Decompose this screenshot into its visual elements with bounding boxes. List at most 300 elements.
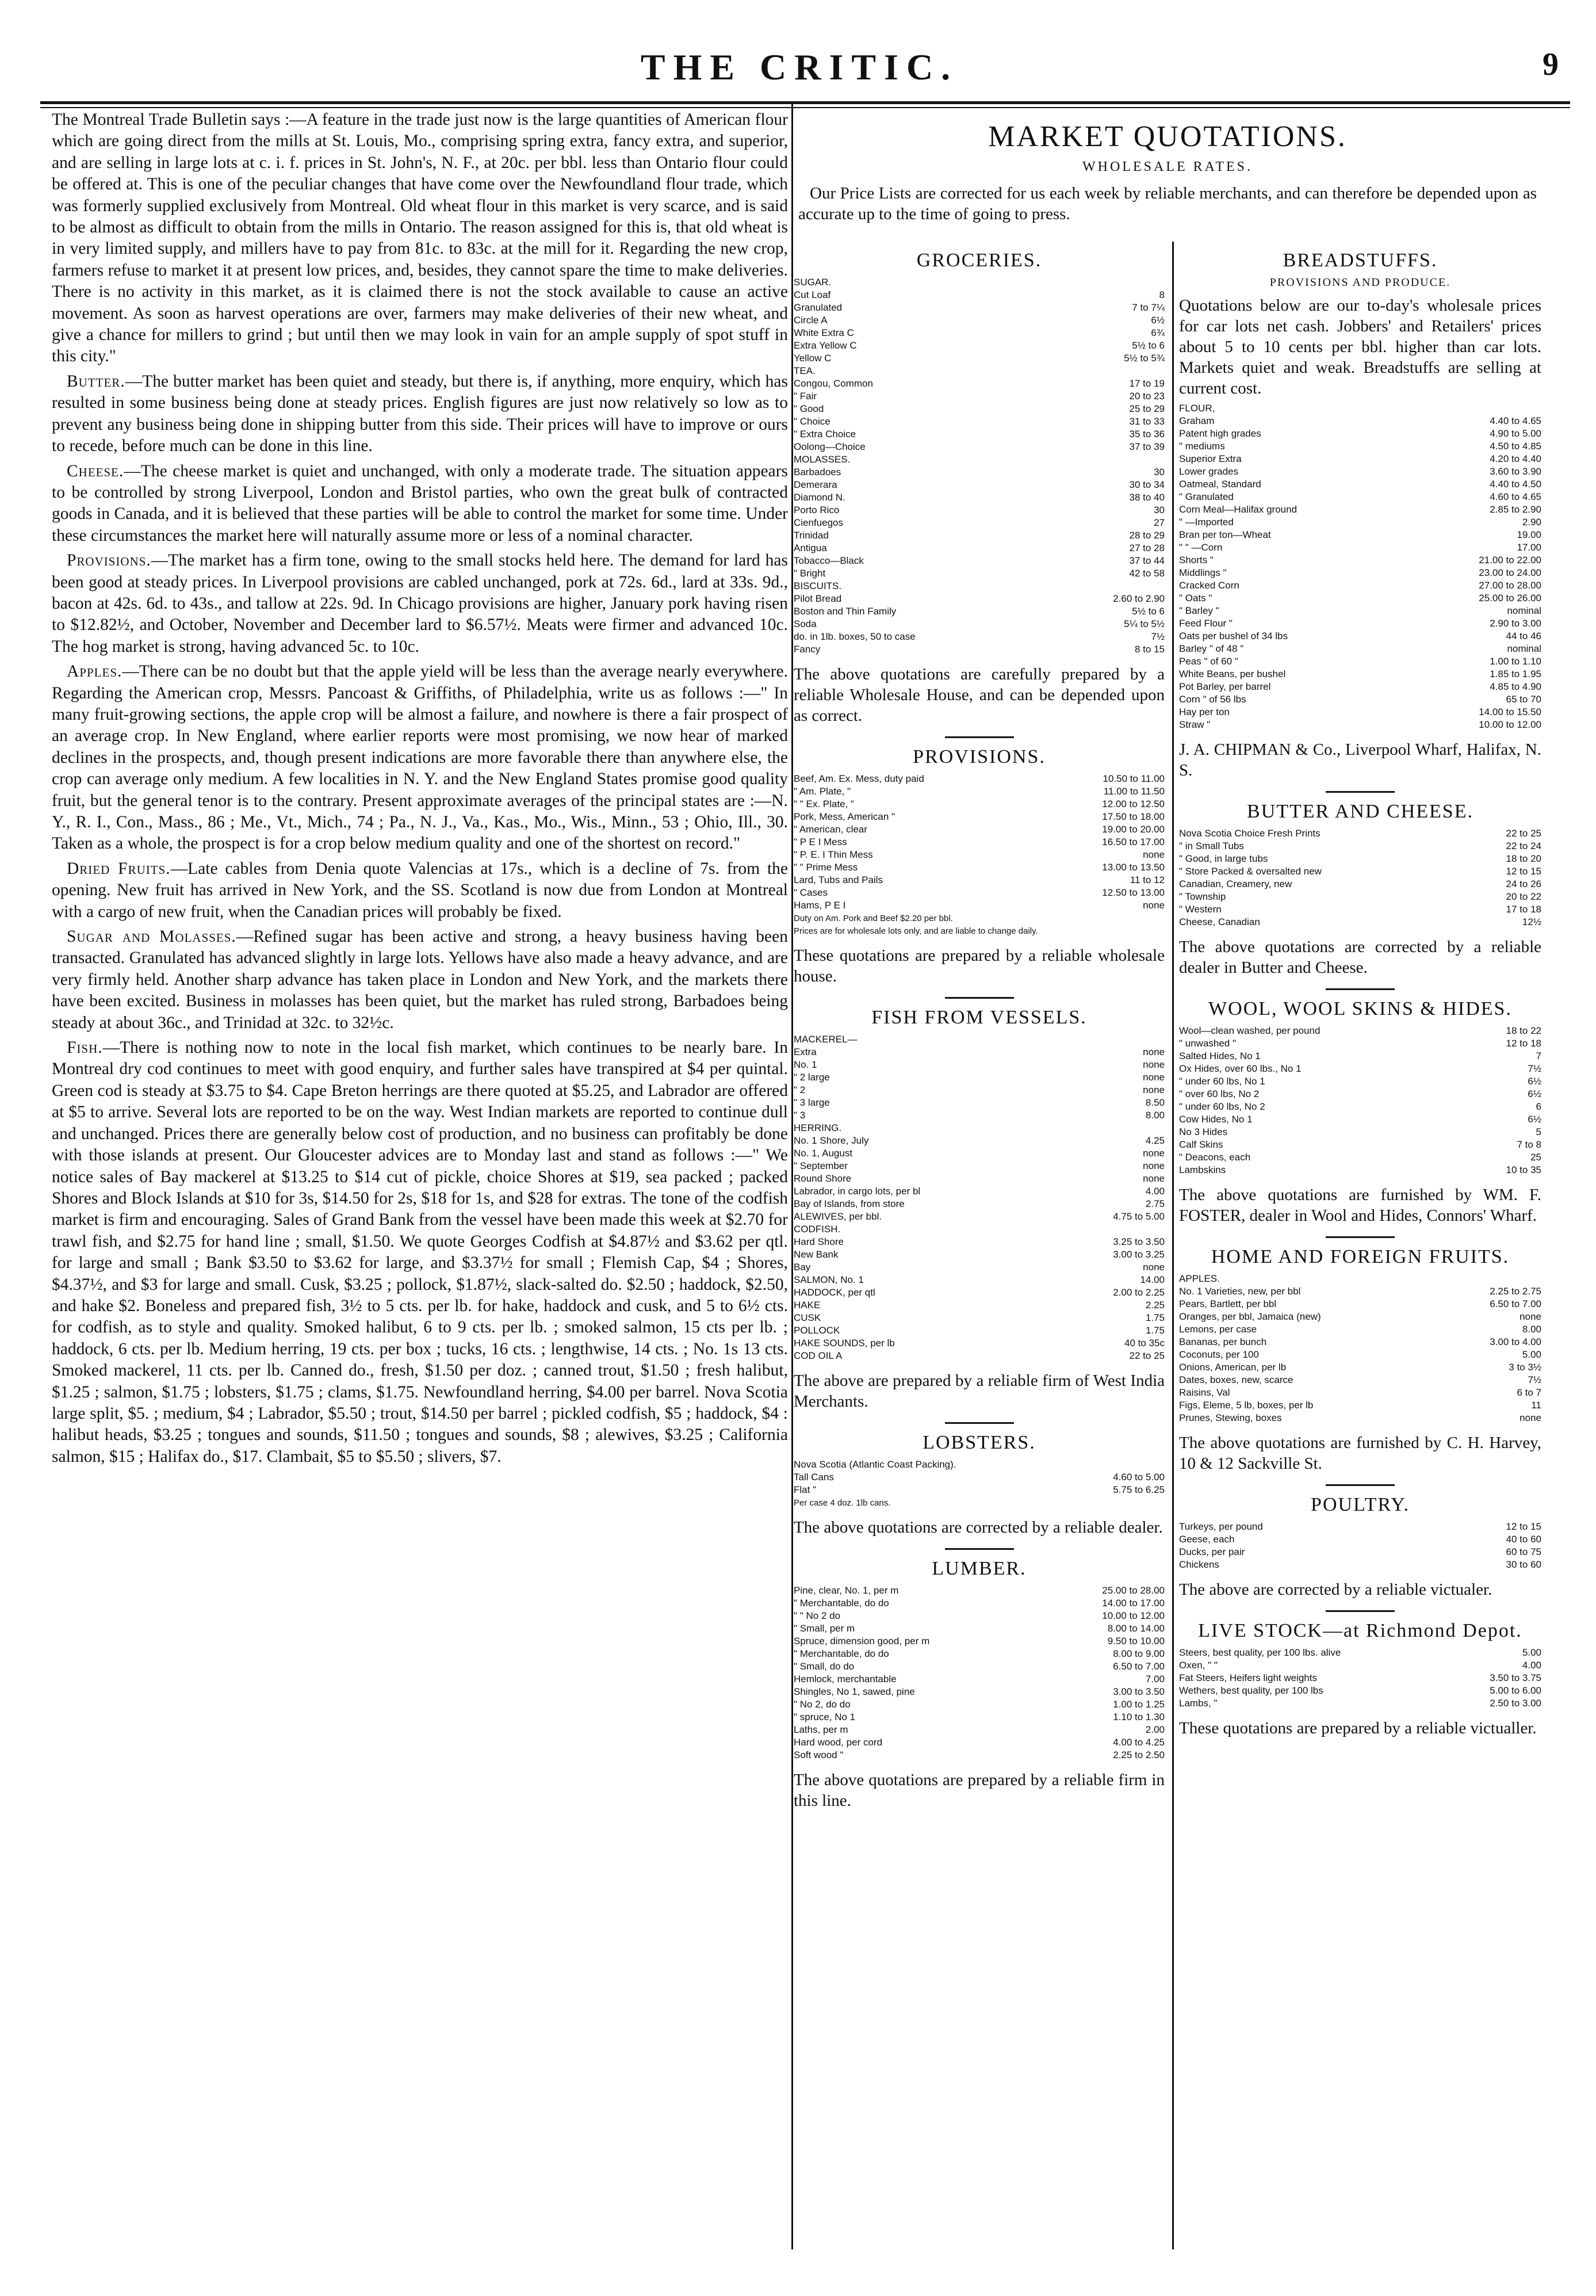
price-value: 38 to 40	[1129, 492, 1165, 503]
price-label: Boston and Thin Family	[794, 606, 897, 617]
section-separator	[1326, 1484, 1395, 1486]
price-value: 6 to 7	[1517, 1387, 1541, 1398]
price-row	[1179, 916, 1541, 929]
groceries-table	[794, 276, 1165, 656]
price-label: " Deacons, each	[1179, 1152, 1251, 1163]
lumber-section	[794, 1548, 1165, 1811]
price-label: " unwashed "	[1179, 1038, 1237, 1049]
price-row	[1179, 427, 1541, 440]
price-label: Barley " of 48 "	[1179, 643, 1244, 654]
price-label: Pilot Bread	[794, 593, 842, 604]
price-value	[1049, 365, 1165, 377]
price-row	[794, 529, 1165, 542]
price-value: 3.60 to 3.90	[1490, 466, 1541, 477]
price-label: Turkeys, per pound	[1179, 1521, 1263, 1532]
butter-table	[1179, 827, 1541, 929]
price-value: 5.00 to 6.00	[1490, 1685, 1541, 1696]
price-value: 1.00 to 1.10	[1490, 656, 1541, 667]
price-label: Congou, Common	[794, 378, 873, 389]
price-label: " " Ex. Plate, "	[794, 799, 855, 809]
price-value: 5.75 to 6.25	[1113, 1484, 1165, 1495]
price-value: 6½	[1151, 315, 1165, 326]
price-row	[794, 403, 1165, 415]
price-row	[794, 479, 1165, 491]
price-value: 19.00 to 20.00	[1102, 824, 1165, 835]
price-label: " " —Corn	[1179, 542, 1223, 553]
paragraph-text: —There is nothing now to note in the local fish market, which continues to be nearly bare. In Montreal dry cod continues to meet with good enquiry, and further sales have transpired at $4 per quintal. Green cod is steady at $3.75 to $4. Cape Breton herrings are there quoted at $5.25, and Labrador are offered at $5 to arrive. Several lots are reported to be on the way. West Indian markets are reported to continue dull and unchanged. Prices there are generally below cost of production, and no business can profitably be done with those islands at present. Our Gloucester advices are to Monday last and stand as follows :—" We notice sales of Bay mackerel at $13.25 to $14 cut of pickle, choice Shores at $19, sea packed ; packed Shores and Block Islands at $10 for 3s, $14.50 for 2s, $18 for 1s, and $28 for extras. The tone of the codfish market is firm and encouraging. Sales of Grand Bank from the vessel have been made this week at $2.70 for trawl fish, and $2.75 for hand line ; small, $1.50. We quote Georges Codfish at $4.87½ and $3.62 per qtl. for large and small ; Bank $3.50 to $3.62 for large, and $3.37½ for small ; Flemish Cap, $4 ; Shores, $4.37½, and $3 for large and small. Cusk, $3.25 ; pollock, $1.87½, slack-salted do. $2.50 ; haddock, $2.50, and hake $2. Boneless and prepared fish, 3½ to 5 cts. per lb. for hake, haddock and cusk, and 5 to 6½ cts. for codfish, as to style and quality. Smoked halibut, 6 to 9 cts. per lb. ; smoked salmon, 15 cts per lb. ; haddock, 6 cts. per lb. Medium herring, 19 cts. per box ; tucks, 16 cts. ; lengthwise, 14 cts. ; No. 1s 13 cts. Smoked mackerel, 11 cts. per lb. Canned do., fresh, $1.50 per doz. ; canned trout, $1.50 ; fresh halibut, $1.25 ; salmon, $1.75 ; lobsters, $1.75 ; clams, $1.75. Newfoundland herring, $4.00 per barrel. Nova Scotia large split, $5. ; medium, $4 ; Labrador, $5.50 ; trout, $14.50 per barrel ; pickled codfish, $5 ; haddock, $4 : halibut heads, $3.25 ; tongues and sounds, $11.50 ; tongues and sounds, $8 ; alewives, $3.25 ; California salmon, $15 ; Halifax do., $17. Clambait, $5 to $5.50 ; slivers, $7.	[52, 1038, 788, 1466]
price-value	[1049, 276, 1165, 289]
price-label: Oatmeal, Standard	[1179, 479, 1261, 490]
price-value: 10.50 to 11.00	[1103, 773, 1165, 784]
price-value: 25.00 to 28.00	[1102, 1585, 1165, 1596]
wool-note: The above quotations are furnished by WM. F. FOSTER, dealer in Wool and Hides, Connors' Wharf.	[1179, 1186, 1541, 1225]
price-row	[1179, 693, 1541, 706]
fruits-section	[1179, 1236, 1541, 1474]
lumber-note: The above quotations are prepared by a reliable firm in this line.	[794, 1771, 1165, 1810]
price-label: Oats per bushel of 34 lbs	[1179, 631, 1288, 641]
price-value: 7.00	[1145, 1674, 1165, 1684]
price-value: 8.50	[1145, 1097, 1165, 1108]
price-row	[794, 352, 1165, 365]
price-value: 4.50 to 4.85	[1490, 441, 1541, 452]
price-value: 31 to 33	[1129, 416, 1165, 427]
breadstuffs-section	[1179, 250, 1541, 781]
price-row	[794, 1122, 1165, 1134]
price-label: COD OIL A	[794, 1350, 843, 1361]
price-row	[1179, 1088, 1541, 1101]
price-value: 30 to 60	[1506, 1559, 1541, 1570]
price-value: 4.40 to 4.65	[1490, 415, 1541, 426]
price-value: 2.85 to 2.90	[1490, 504, 1541, 515]
poultry-section	[1179, 1484, 1541, 1600]
price-row	[794, 1274, 1165, 1286]
price-label: " Merchantable, do do	[794, 1648, 889, 1659]
price-row	[1179, 529, 1541, 541]
price-label: Fancy	[794, 644, 821, 655]
price-row	[794, 899, 1165, 912]
price-value: 7	[1536, 1050, 1541, 1061]
price-value: 6¾	[1151, 327, 1165, 338]
price-row	[794, 618, 1165, 631]
price-label: Fat Steers, Heifers light weights	[1179, 1672, 1317, 1683]
price-row	[794, 643, 1165, 656]
price-value: 21.00 to 22.00	[1479, 555, 1541, 566]
price-label: Extra Yellow C	[794, 340, 857, 351]
price-row	[1179, 1151, 1541, 1164]
price-value: 7 to 7¼	[1132, 302, 1165, 313]
price-label: Straw "	[1179, 719, 1211, 730]
price-label: Soft wood "	[794, 1749, 844, 1760]
price-label: Barbadoes	[794, 467, 841, 477]
price-row	[794, 874, 1165, 887]
price-value	[1052, 1122, 1165, 1134]
price-row	[794, 1299, 1165, 1312]
price-value: 22 to 24	[1506, 841, 1541, 851]
price-row	[1179, 1273, 1541, 1285]
price-label: CUSK	[794, 1312, 821, 1323]
price-value: 1.10 to 1.30	[1113, 1712, 1165, 1722]
price-label: " Bright	[794, 568, 826, 579]
article-paragraph	[52, 461, 788, 547]
price-label: " Merchantable, do do	[794, 1598, 889, 1609]
price-row	[1179, 1533, 1541, 1546]
price-label: Cienfuegos	[794, 517, 844, 528]
price-value: 37 to 44	[1129, 555, 1165, 566]
price-label: " " No 2 do	[794, 1610, 841, 1621]
wool-title: WOOL, WOOL SKINS & HIDES.	[1208, 998, 1512, 1019]
poultry-note: The above are corrected by a reliable victualer.	[1179, 1580, 1492, 1599]
price-value: 4.60 to 4.65	[1490, 491, 1541, 502]
lumber-table	[794, 1584, 1165, 1762]
price-label: Lemons, per case	[1179, 1324, 1257, 1335]
price-row	[1179, 1399, 1541, 1412]
price-row	[1179, 491, 1541, 503]
price-row	[1179, 865, 1541, 878]
price-label: Spruce, dimension good, per m	[794, 1636, 930, 1646]
price-value: none	[1143, 900, 1165, 911]
price-value: 17 to 19	[1129, 378, 1165, 389]
price-row	[794, 1286, 1165, 1299]
price-value: 2.75	[1145, 1198, 1165, 1209]
price-value: none	[1143, 1046, 1165, 1057]
price-value: none	[1143, 1173, 1165, 1184]
price-row	[1179, 478, 1541, 491]
price-label: " American, clear	[794, 824, 867, 835]
price-value: 22 to 25	[1506, 828, 1541, 839]
price-row	[794, 377, 1165, 390]
price-value: 4.20 to 4.40	[1490, 453, 1541, 464]
price-value: 8.00 to 9.00	[1113, 1648, 1165, 1659]
article-paragraph	[52, 661, 788, 855]
price-row	[1179, 1050, 1541, 1063]
price-row	[794, 301, 1165, 314]
price-row	[794, 517, 1165, 529]
provisions-table	[794, 773, 1165, 912]
price-value: 3.00 to 3.25	[1113, 1249, 1165, 1260]
price-value: 17.00	[1517, 542, 1541, 553]
price-value: 27 to 28	[1129, 543, 1165, 553]
price-value: 3.50 to 3.75	[1490, 1672, 1541, 1683]
market-subtitle: WHOLESALE RATES.	[1082, 159, 1253, 174]
price-row	[1179, 453, 1541, 465]
price-row	[794, 1350, 1165, 1362]
price-label: No. 1	[794, 1059, 817, 1070]
price-label: Oxen, " "	[1179, 1660, 1218, 1671]
price-label: " Choice	[794, 416, 830, 427]
price-value: 4.00	[1145, 1186, 1165, 1197]
price-row	[794, 1458, 1165, 1471]
fish-title: FISH FROM VESSELS.	[871, 1007, 1087, 1028]
fruits-note: The above quotations are furnished by C. H. Harvey, 10 & 12 Sackville St.	[1179, 1434, 1541, 1473]
price-row	[1179, 1075, 1541, 1088]
price-label: " September	[794, 1160, 848, 1171]
price-row	[1179, 554, 1541, 567]
price-value: 30 to 34	[1129, 479, 1165, 490]
price-row	[794, 773, 1165, 785]
price-value: 25.00 to 26.00	[1479, 593, 1541, 603]
price-row	[1179, 668, 1541, 681]
price-value: 12 to 15	[1506, 1521, 1541, 1532]
price-value: 23.00 to 24.00	[1479, 567, 1541, 578]
breadstuffs-intro: Quotations below are our to-day's wholesale prices for car lots net cash. Jobbers' and Retailers' prices about 5 to 10 cents per bbl. higher than car lots. Markets quiet and weak. Breadstuffs are selling at current cost.	[1179, 296, 1541, 398]
price-value	[1049, 453, 1165, 466]
price-value: 2.25	[1145, 1300, 1165, 1311]
price-row	[794, 593, 1165, 605]
price-label: Beef, Am. Ex. Mess, duty paid	[794, 773, 924, 784]
price-label: Labrador, in cargo lots, per bl	[794, 1186, 921, 1197]
price-value: 2.90	[1522, 517, 1541, 528]
price-row	[794, 1622, 1165, 1635]
price-value: 2.50 to 3.00	[1490, 1698, 1541, 1709]
price-value: 1.75	[1145, 1325, 1165, 1336]
provisions-title: PROVISIONS.	[913, 746, 1046, 767]
price-label: No. 1 Varieties, new, per bbl	[1179, 1286, 1301, 1297]
price-row	[1179, 643, 1541, 655]
price-row	[794, 1236, 1165, 1248]
price-label: Corn Meal—Halifax ground	[1179, 504, 1298, 515]
breadstuffs-subtitle: PROVISIONS AND PRODUCE.	[1269, 276, 1451, 289]
fruits-table	[1179, 1273, 1541, 1424]
price-value: 7½	[1151, 631, 1165, 642]
price-label: " under 60 lbs, No 2	[1179, 1101, 1265, 1112]
price-label: " mediums	[1179, 441, 1225, 452]
price-label: Pork, Mess, American "	[794, 811, 895, 822]
price-label: Cracked Corn	[1179, 580, 1239, 591]
price-label: HAKE SOUNDS, per lb	[794, 1338, 895, 1348]
section-separator	[1326, 1236, 1395, 1238]
price-label: " Cases	[794, 887, 828, 898]
price-label: Oolong—Choice	[794, 441, 866, 452]
price-row	[1179, 1025, 1541, 1037]
price-value: 4.00 to 4.25	[1113, 1737, 1165, 1748]
livestock-table	[1179, 1646, 1541, 1710]
price-label: " Am. Plate, "	[794, 786, 851, 797]
section-separator	[945, 1422, 1014, 1424]
section-separator	[945, 1548, 1014, 1550]
price-value: 12½	[1522, 916, 1541, 927]
price-label: " 2 large	[794, 1072, 830, 1083]
price-row	[1179, 1521, 1541, 1533]
price-row	[1179, 1374, 1541, 1386]
fine-print: Per case 4 doz. 1lb cans.	[794, 1498, 891, 1508]
quotes-left	[794, 242, 1165, 1814]
price-label: Shingles, No 1, sawed, pine	[794, 1686, 915, 1697]
price-row	[794, 441, 1165, 453]
price-label: Tobacco—Black	[794, 555, 864, 566]
paragraph-lead: Apples.	[67, 662, 123, 681]
price-label: Lower grades	[1179, 466, 1239, 477]
price-row	[794, 1736, 1165, 1749]
price-value: 27.00 to 28.00	[1479, 580, 1541, 591]
price-row	[794, 555, 1165, 567]
price-value: 1.85 to 1.95	[1490, 668, 1541, 679]
paragraph-lead: Provisions.	[67, 551, 151, 570]
price-row	[794, 276, 1165, 289]
price-row	[794, 1471, 1165, 1484]
price-label: Bran per ton—Wheat	[1179, 529, 1271, 540]
price-value	[1049, 580, 1165, 593]
price-label: Porto Rico	[794, 505, 840, 515]
price-row	[794, 1059, 1165, 1071]
price-row	[1179, 516, 1541, 529]
price-row	[1179, 465, 1541, 478]
price-value: 11 to 12	[1130, 874, 1165, 885]
price-label: FLOUR,	[1179, 403, 1215, 414]
price-label: HAKE	[794, 1300, 821, 1311]
price-row	[1179, 1298, 1541, 1311]
price-row	[794, 1660, 1165, 1673]
price-row	[1179, 503, 1541, 516]
price-label: MOLASSES.	[794, 454, 851, 465]
price-row	[794, 1109, 1165, 1122]
header-rule	[40, 101, 1570, 104]
price-value: 18 to 20	[1506, 853, 1541, 864]
price-value: 8.00	[1145, 1110, 1165, 1121]
price-label: MACKEREL—	[794, 1034, 858, 1045]
price-label: Hams, P E I	[794, 900, 846, 911]
breadstuffs-title: BREADSTUFFS.	[1283, 250, 1438, 271]
price-row	[1179, 567, 1541, 579]
price-label: Ox Hides, over 60 lbs., No 1	[1179, 1063, 1302, 1074]
price-value: 65 to 70	[1506, 694, 1541, 705]
lobsters-section	[794, 1422, 1165, 1538]
price-value: 4.40 to 4.50	[1490, 479, 1541, 490]
wool-table	[1179, 1025, 1541, 1176]
market-header	[794, 120, 1541, 224]
price-label: ALEWIVES, per bbl.	[794, 1211, 882, 1222]
price-value: 8	[1159, 289, 1165, 300]
price-value: 6½	[1528, 1088, 1541, 1099]
price-row	[794, 567, 1165, 580]
provisions-section	[794, 736, 1165, 987]
price-label: Shorts "	[1179, 555, 1214, 566]
price-value: 27	[1154, 517, 1165, 528]
price-value: 11.00 to 11.50	[1103, 786, 1165, 797]
price-row	[1179, 1101, 1541, 1113]
price-row	[1179, 1311, 1541, 1323]
price-value	[1440, 1273, 1541, 1285]
price-label: Diamond N.	[794, 492, 845, 503]
price-value: 12.50 to 13.00	[1102, 887, 1165, 898]
price-label: Coconuts, per 100	[1179, 1349, 1259, 1360]
price-row	[1179, 1546, 1541, 1558]
breadstuffs-note: J. A. CHIPMAN & Co., Liverpool Wharf, Halifax, N. S.	[1179, 740, 1541, 780]
lobsters-title: LOBSTERS.	[923, 1432, 1036, 1453]
price-label: Wethers, best quality, per 100 lbs	[1179, 1685, 1323, 1696]
price-label: White Beans, per bushel	[1179, 668, 1286, 679]
price-row	[794, 1071, 1165, 1084]
price-label: " 3	[794, 1110, 806, 1121]
price-value: 4.85 to 4.90	[1490, 681, 1541, 692]
section-separator	[1326, 1610, 1395, 1612]
price-row	[1179, 415, 1541, 427]
price-label: Circle A	[794, 315, 828, 326]
price-label: Hard Shore	[794, 1236, 844, 1247]
price-value: 5	[1536, 1126, 1541, 1137]
price-value: 5.00	[1522, 1647, 1541, 1658]
price-row	[1179, 891, 1541, 903]
fish-table	[794, 1033, 1165, 1362]
price-value: 5.00	[1522, 1349, 1541, 1360]
price-label: Raisins, Val	[1179, 1387, 1230, 1398]
lobsters-note: The above quotations are corrected by a reliable dealer.	[794, 1518, 1163, 1537]
price-value: 3 to 3½	[1509, 1362, 1541, 1373]
price-value: 8 to 15	[1135, 644, 1165, 655]
price-value: 30	[1154, 467, 1165, 477]
price-row	[794, 339, 1165, 352]
price-label: Trinidad	[794, 530, 829, 541]
price-value: 2.00 to 2.25	[1113, 1287, 1165, 1298]
price-row	[794, 327, 1165, 339]
price-row	[794, 1223, 1165, 1236]
price-value: 4.90 to 5.00	[1490, 428, 1541, 439]
price-value: 12 to 18	[1506, 1038, 1541, 1049]
groceries-note: The above quotations are carefully prepared by a reliable Wholesale House, and can be depended upon as correct.	[794, 665, 1165, 725]
price-label: APPLES.	[1179, 1273, 1220, 1284]
price-row	[1179, 878, 1541, 891]
price-row	[1179, 1646, 1541, 1659]
price-row	[794, 1033, 1165, 1046]
price-value: 6.50 to 7.00	[1113, 1661, 1165, 1672]
price-value: 4.75 to 5.00	[1113, 1211, 1165, 1222]
section-separator	[1326, 791, 1395, 793]
price-row	[1179, 827, 1541, 840]
price-label: No 3 Hides	[1179, 1126, 1228, 1137]
paragraph-text: —Late cables from Denia quote Valencias at 17s., which is a decline of 7s. from the opening. New fruit has arrived in New York, and the SS. Scotland is now due from London at Montreal with a cargo of new fruit, when the Canadian prices will probably be fixed.	[52, 859, 788, 921]
price-row	[1179, 1323, 1541, 1336]
price-row	[794, 836, 1165, 849]
price-row	[794, 390, 1165, 403]
price-row	[794, 631, 1165, 643]
price-label: Middlings "	[1179, 567, 1227, 578]
price-row	[794, 1698, 1165, 1711]
price-value: 8.00	[1522, 1324, 1541, 1335]
price-row	[1179, 1697, 1541, 1710]
price-row	[794, 1324, 1165, 1337]
price-row	[794, 1248, 1165, 1261]
price-label: " Township	[1179, 891, 1226, 902]
page-header	[40, 46, 1559, 98]
price-value: 1.00 to 1.25	[1113, 1699, 1165, 1710]
price-value: none	[1143, 1262, 1165, 1273]
price-row	[1179, 579, 1541, 592]
price-row	[794, 1724, 1165, 1736]
price-row	[1179, 617, 1541, 630]
price-label: " P E I Mess	[794, 836, 847, 847]
price-label: " Store Packed & oversalted new	[1179, 866, 1322, 877]
price-label: " —Imported	[1179, 517, 1234, 528]
price-value: 10.00 to 12.00	[1479, 719, 1541, 730]
paragraph-lead: Cheese.	[67, 461, 124, 480]
price-row	[794, 542, 1165, 555]
price-value: 2.25 to 2.50	[1113, 1749, 1165, 1760]
livestock-section	[1179, 1610, 1541, 1739]
price-row	[794, 605, 1165, 618]
price-row	[1179, 1684, 1541, 1697]
article-paragraph	[52, 109, 788, 368]
price-label: " Granulated	[1179, 491, 1234, 502]
column-divider-left	[791, 104, 793, 2249]
price-label: TEA.	[794, 365, 816, 376]
article-paragraph	[52, 926, 788, 1034]
price-label: Feed Flour "	[1179, 618, 1233, 629]
price-value: 4.60 to 5.00	[1113, 1472, 1165, 1483]
price-value: 2.60 to 2.90	[1113, 593, 1165, 604]
price-row	[1179, 440, 1541, 453]
price-value: 8.00 to 14.00	[1107, 1623, 1165, 1634]
price-row	[794, 1185, 1165, 1198]
price-value: 3.00 to 3.50	[1113, 1686, 1165, 1697]
